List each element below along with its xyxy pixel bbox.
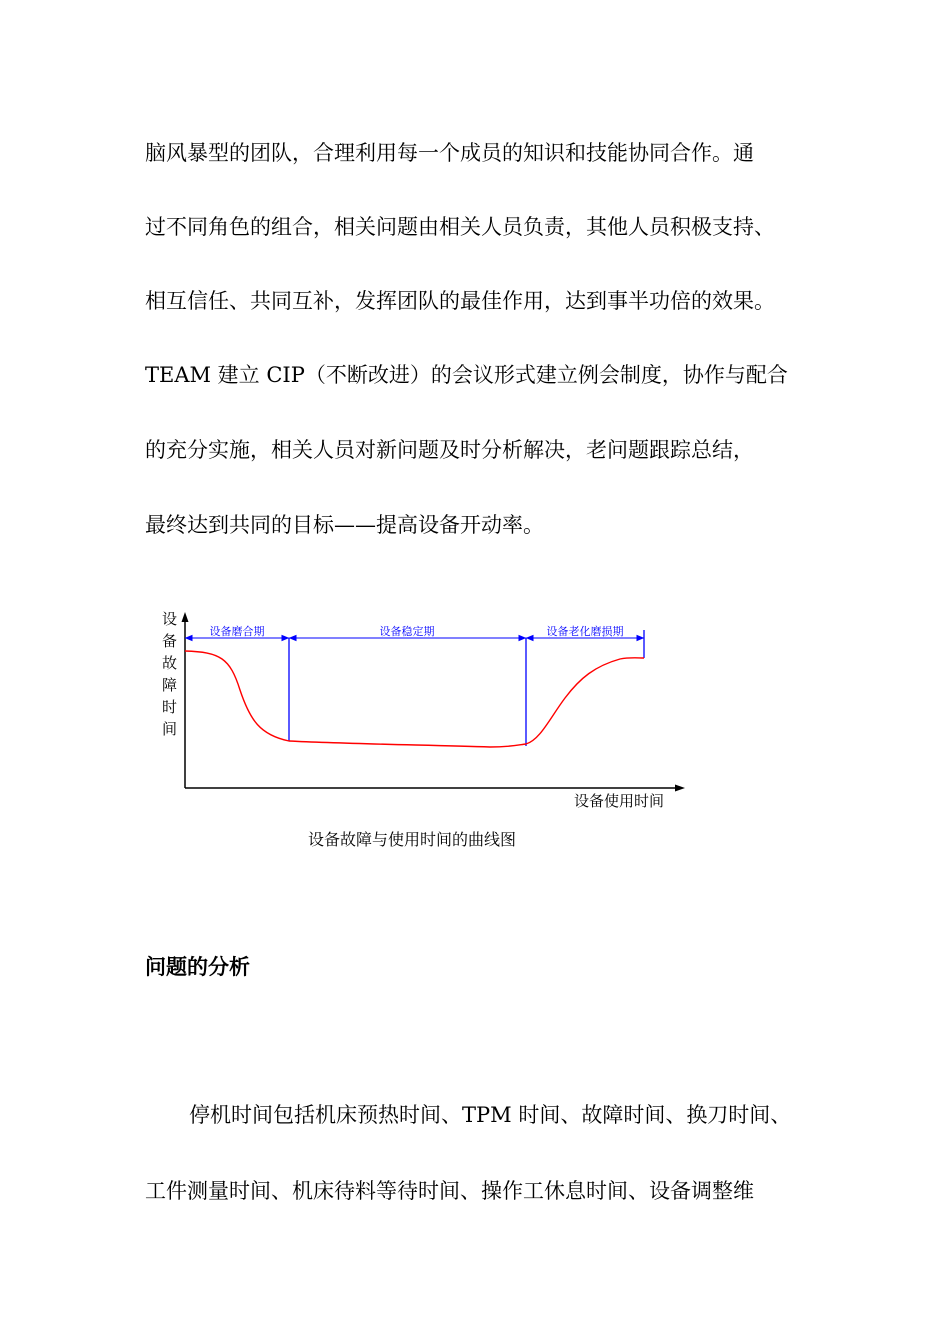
chart-caption: 设备故障与使用时间的曲线图 [308, 830, 517, 849]
x-axis-label: 设备使用时间 [574, 792, 665, 810]
failure-curve-line [185, 651, 644, 747]
paragraph-line: 停机时间包括机床预热时间、TPM 时间、故障时间、换刀时间、 [189, 1103, 792, 1127]
section-heading: 问题的分析 [145, 955, 250, 979]
failure-curve-chart [150, 600, 710, 860]
y-axis-arrow [182, 612, 189, 622]
paragraph-line: 工件测量时间、机床待料等待时间、操作工休息时间、设备调整维 [145, 1179, 754, 1203]
paragraph-line: 过不同角色的组合，相关问题由相关人员负责，其他人员积极支持、 [145, 215, 775, 239]
paragraph-line: 相互信任、共同互补，发挥团队的最佳作用，达到事半功倍的效果。 [145, 289, 775, 313]
phase-arrow-head [527, 636, 533, 641]
y-axis-label-char: 故 [162, 654, 178, 672]
x-axis-arrow [675, 785, 685, 792]
phase-arrow-head [637, 636, 643, 641]
phase-arrow-head [186, 636, 192, 641]
y-axis-label-char: 时 [162, 698, 178, 716]
paragraph-line: 的充分实施，相关人员对新问题及时分析解决，老问题跟踪总结， [145, 438, 754, 462]
failure-curve-figure [150, 600, 710, 860]
phase-label-stable: 设备稳定期 [379, 625, 435, 638]
y-axis-label-group [162, 632, 177, 738]
paragraph-line: 脑风暴型的团队，合理利用每一个成员的知识和技能协同合作。通 [145, 141, 754, 165]
y-axis-label-char: 障 [162, 676, 178, 694]
paragraph-line: 最终达到共同的目标——提高设备开动率。 [145, 513, 544, 537]
paragraph-line: TEAM 建立 CIP（不断改进）的会议形式建立例会制度，协作与配合 [145, 363, 788, 387]
phase-arrow-head [290, 636, 296, 641]
y-axis-label-char: 设 [162, 610, 178, 628]
y-axis-label-char: 间 [162, 720, 178, 738]
phase-label-breakin: 设备磨合期 [209, 625, 265, 638]
phase-arrow-head [519, 636, 525, 641]
phase-arrow-head [282, 636, 288, 641]
y-axis-label [162, 610, 177, 628]
y-axis-label-char: 备 [162, 632, 178, 650]
phase-label-wearout: 设备老化磨损期 [546, 625, 624, 638]
